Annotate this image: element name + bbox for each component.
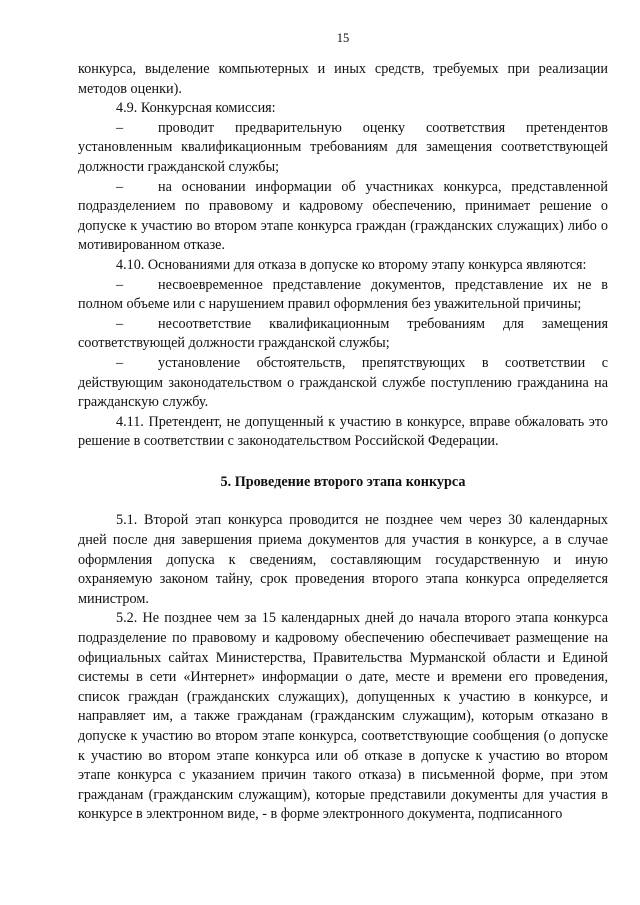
list-item (78, 119, 608, 178)
list-item (78, 178, 608, 256)
list-item (78, 354, 608, 413)
paragraph: 5.1. Второй этап конкурса проводится не позднее чем через 30 календарных дней после дня завершения приема документов для участия в конкурсе, а в случае оформления допуска к сведениям, составляющим государственную и иную охраняемую законом тайну, срок проведения второго этапа конкурса определяется министром. (78, 512, 608, 607)
dash-marker: – (116, 119, 124, 136)
list-item (78, 315, 608, 354)
dash-marker: – (116, 276, 124, 293)
list-item-text: установление обстоятельств, препятствующих в соответствии с действующим законодательством о гражданской службе поступлению гражданина на гражданскую службу. (78, 354, 608, 411)
page-number: 15 (336, 31, 350, 45)
paragraph: 4.11. Претендент, не допущенный к участию в конкурсе, вправе обжаловать это решение в соответствии с законодательством Российской Федерации. (78, 413, 608, 450)
dash-marker: – (116, 354, 124, 371)
list-item-text: несоответствие квалификационным требованиям для замещения соответствующей должности гражданской службы; (78, 315, 608, 352)
list-item-text: проводит предварительную оценку соответствия претендентов установленным квалификационным требованиям для замещения соответствующей должности гражданской службы; (78, 119, 608, 175)
dash-marker: – (116, 178, 124, 195)
list-item-text: несвоевременное представление документов, представление их не в полном объеме или с нарушением правил оформления без уважительной причины; (78, 276, 608, 313)
section-before (78, 60, 608, 452)
paragraph: 4.10. Основаниями для отказа в допуске ко второму этапу конкурса являются: (116, 256, 587, 273)
section-after (78, 511, 608, 825)
dash-marker: – (116, 315, 124, 332)
paragraph: 4.9. Конкурсная комиссия: (116, 100, 276, 117)
paragraph: 5.2. Не позднее чем за 15 календарных дней до начала второго этапа конкурса подразделение по правовому и кадровому обеспечению обеспечивает размещение на официальных сайтах Министерства, Правительства Мурманской области и Единой системы в сети «Интернет» информации о дате, месте и времени его проведения, список граждан (гражданских служащих), допущенных к участию в конкурсе, и направляет им, а также гражданам (гражданским служащим), которым отказано в допуске к участию во втором этапе конкурса, соответствующие сообщения (о допуске к участию во втором этапе конкурса или об отказе в допуске к участию во втором этапе конкурса с указанием причин такого отказа) в письменной форме, при этом гражданам (гражданским служащим), которые представили документы для участия в конкурсе в электронном виде, - в форме электронного документа, подписанного (78, 610, 608, 823)
list-item-text: на основании информации об участниках конкурса, представленной подразделением по правовому и кадровому обеспечению, принимает решение о допуске к участию во втором этапе конкурса граждан (гражданских служащих) либо о мотивированном отказе. (78, 178, 608, 254)
list-item (78, 276, 608, 315)
paragraph: конкурса, выделение компьютерных и иных средств, требуемых при реализации методов оценки). (78, 61, 608, 97)
section-heading: 5. Проведение второго этапа конкурса (220, 473, 466, 490)
